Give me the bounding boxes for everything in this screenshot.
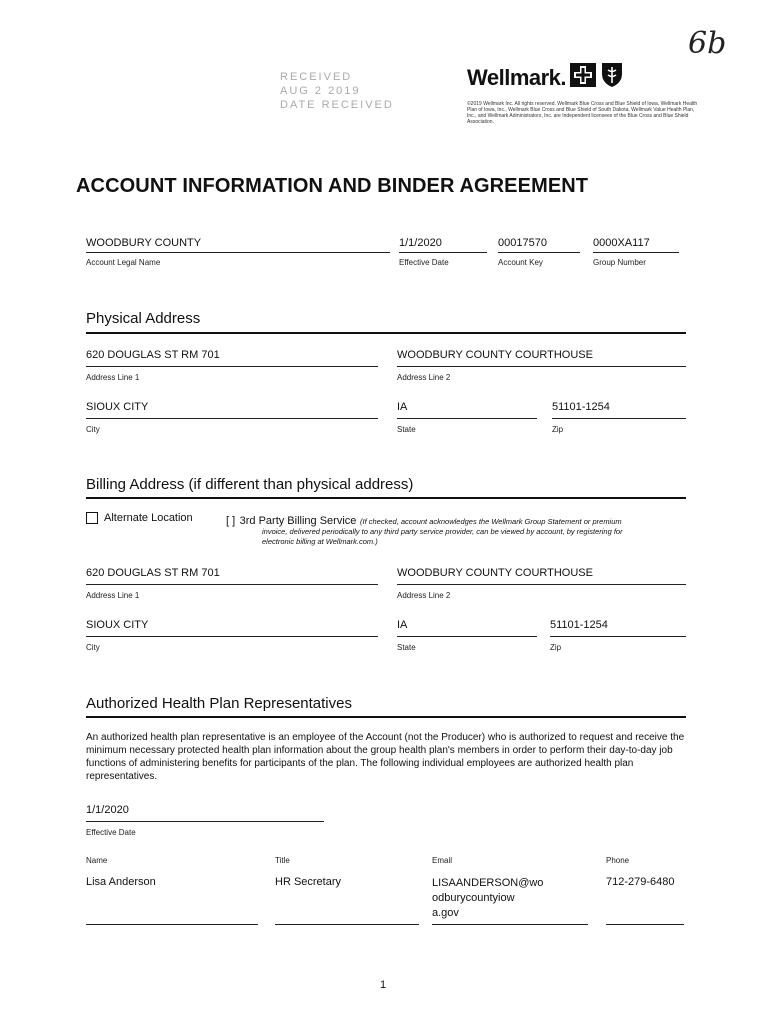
blue-cross-icon <box>570 63 596 92</box>
account-key-label: Account Key <box>498 258 543 267</box>
brand-block <box>467 62 707 125</box>
blue-shield-icon <box>600 62 624 93</box>
account-key: 00017570 <box>498 237 580 253</box>
alternate-location-option[interactable] <box>86 512 193 524</box>
city-label: City <box>86 425 100 434</box>
billing-address-line-2: WOODBURY COUNTY COURTHOUSE <box>397 567 686 585</box>
billing-address-line-1-label: Address Line 1 <box>86 591 140 600</box>
group-number-label: Group Number <box>593 258 646 267</box>
stamp-line-2: AUG 2 2019 <box>280 85 361 97</box>
representatives-paragraph: An authorized health plan representative is an employee of the Account (not the Producer) who is authorized to request and receive the minimum necessary protected health plan information about the group health plan's members in order to perform their day-to-day job functions of administering benefits for participants of the plan. The following individual employees are authorized health plan representatives. <box>86 732 685 782</box>
account-legal-name-label: Account Legal Name <box>86 258 161 267</box>
billing-zip-label: Zip <box>550 643 562 652</box>
third-party-billing-note: (If checked, account acknowledges the Wellmark Group Statement or premium invoice, delivered periodically to any third party service provider, can be viewed by account, by registering for electronic billing at Wellmark.com.) <box>262 517 623 546</box>
account-legal-name: WOODBURY COUNTY <box>86 237 390 253</box>
billing-address-line-2-label: Address Line 2 <box>397 591 451 600</box>
state-label: State <box>397 425 416 434</box>
third-party-checkbox[interactable]: [ ] <box>226 515 236 527</box>
account-effective-date: 1/1/2020 <box>399 237 487 253</box>
received-stamp <box>280 70 430 112</box>
brand-name: Wellmark. <box>467 64 567 90</box>
billing-zip: 51101-1254 <box>550 619 686 637</box>
representative-phone: 712-279-6480 <box>606 876 684 925</box>
effective-date-label: Effective Date <box>399 258 449 267</box>
representative-name: Lisa Anderson <box>86 876 258 925</box>
representative-email-line-3: a.gov <box>432 907 459 919</box>
group-number: 0000XA117 <box>593 237 679 253</box>
representative-email <box>432 876 588 925</box>
physical-state: IA <box>397 401 537 419</box>
column-header-name: Name <box>86 856 108 865</box>
column-header-phone: Phone <box>606 856 630 865</box>
physical-address-line-1: 620 DOUGLAS ST RM 701 <box>86 349 378 367</box>
column-header-title: Title <box>275 856 290 865</box>
address-line-1-label: Address Line 1 <box>86 373 140 382</box>
billing-address-heading: Billing Address (if different than physical address) <box>86 476 686 499</box>
representatives-effective-date-label: Effective Date <box>86 828 136 837</box>
representative-email-line-1: LISAANDERSON@wo <box>432 877 544 889</box>
physical-address-line-2: WOODBURY COUNTY COURTHOUSE <box>397 349 686 367</box>
stamp-line-3: DATE RECEIVED <box>280 99 394 111</box>
column-header-email: Email <box>432 856 453 865</box>
third-party-billing-label: 3rd Party Billing Service <box>239 515 357 527</box>
brand-legal-notice: ©2019 Wellmark Inc. All rights reserved. Wellmark Blue Cross and Blue Shield of Iowa, Wellmark Health Plan of Iowa, Inc., Wellmark Blue Cross and Blue Shield of South Dakota, Wellmark Value Health Plan, Inc., and Wellmark Administrators, Inc. are Independent licensees of the Blue Cross and Blue Shield Association. <box>467 101 698 125</box>
page-number: 1 <box>380 979 387 991</box>
billing-city-label: City <box>86 643 100 652</box>
handwritten-page-mark: 6b <box>688 26 727 61</box>
representative-email-line-2: odburycountyiow <box>432 892 515 904</box>
physical-zip: 51101-1254 <box>552 401 686 419</box>
representatives-heading: Authorized Health Plan Representatives <box>86 695 686 718</box>
representatives-effective-date: 1/1/2020 <box>86 804 324 822</box>
billing-state-label: State <box>397 643 416 652</box>
address-line-2-label: Address Line 2 <box>397 373 451 382</box>
physical-address-heading: Physical Address <box>86 310 686 334</box>
billing-address-line-1: 620 DOUGLAS ST RM 701 <box>86 567 378 585</box>
representative-title: HR Secretary <box>275 876 419 925</box>
alternate-location-label: Alternate Location <box>104 512 193 524</box>
stamp-line-1: RECEIVED <box>280 71 353 83</box>
alternate-location-checkbox[interactable] <box>86 512 98 524</box>
document-title: ACCOUNT INFORMATION AND BINDER AGREEMENT <box>76 175 589 197</box>
billing-state: IA <box>397 619 537 637</box>
billing-city: SIOUX CITY <box>86 619 378 637</box>
physical-city: SIOUX CITY <box>86 401 378 419</box>
zip-label: Zip <box>552 425 564 434</box>
